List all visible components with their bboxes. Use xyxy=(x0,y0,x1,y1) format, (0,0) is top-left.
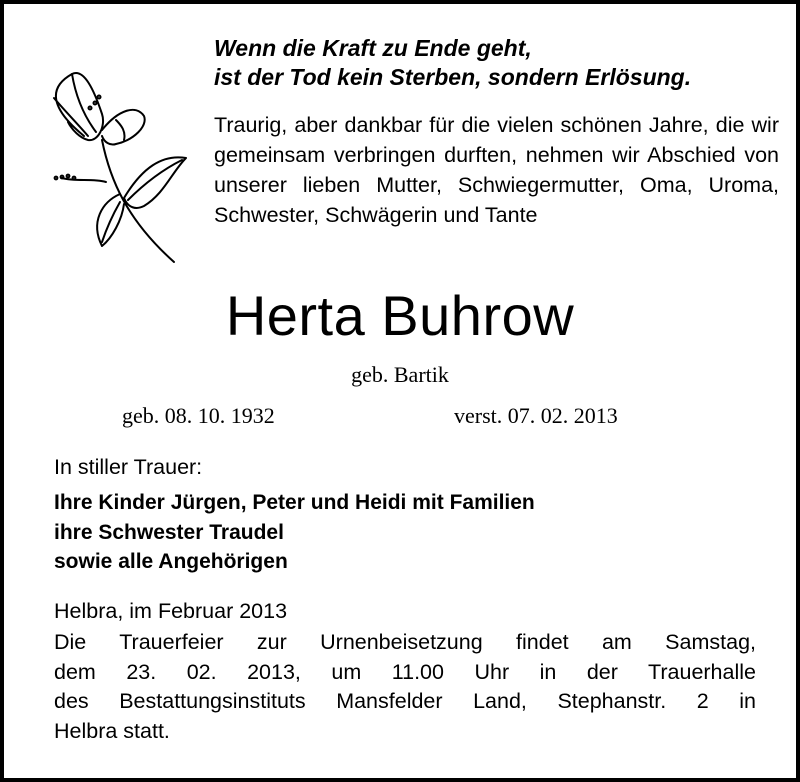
service-line: dem 23. 02. 2013, um 11.00 Uhr in der Trauerhalle xyxy=(54,659,756,684)
calla-lily-icon xyxy=(32,70,192,266)
motto-line: ist der Tod kein Sterben, sondern Erlösung. xyxy=(214,64,692,90)
family-line: ihre Schwester Traudel xyxy=(54,520,284,544)
intro-text xyxy=(214,110,779,230)
mourning-label: In stiller Trauer: xyxy=(54,455,203,479)
motto xyxy=(214,34,691,92)
service-line: Die Trauerfeier zur Urnenbeisetzung findet am Samstag, xyxy=(54,630,756,654)
birth-date: geb. 08. 10. 1932 xyxy=(122,403,275,428)
family-list xyxy=(54,488,535,577)
family-line: Ihre Kinder Jürgen, Peter und Heidi mit Familien xyxy=(54,491,535,514)
death-date: verst. 07. 02. 2013 xyxy=(454,403,618,428)
motto-line: Wenn die Kraft zu Ende geht, xyxy=(214,35,532,61)
intro-paragraph: Traurig, aber dankbar für die vielen schönen Jahre, die wir gemeinsam verbringen durften, nehmen wir Abschied von unserer lieben Mutter, Schwiegermutter, Oma, Uroma, Schwester, Schwägerin und Tante xyxy=(214,113,779,227)
deceased-name: Herta Buhrow xyxy=(225,284,575,347)
service-line: des Bestattungsinstituts Mansfelder Land, Stephanstr. 2 in xyxy=(54,689,756,713)
family-line: sowie alle Angehörigen xyxy=(54,550,288,573)
service-line: Helbra statt. xyxy=(54,718,170,743)
service-info xyxy=(54,628,756,746)
place-date: Helbra, im Februar 2013 xyxy=(54,599,288,623)
maiden-name: geb. Bartik xyxy=(351,362,449,387)
